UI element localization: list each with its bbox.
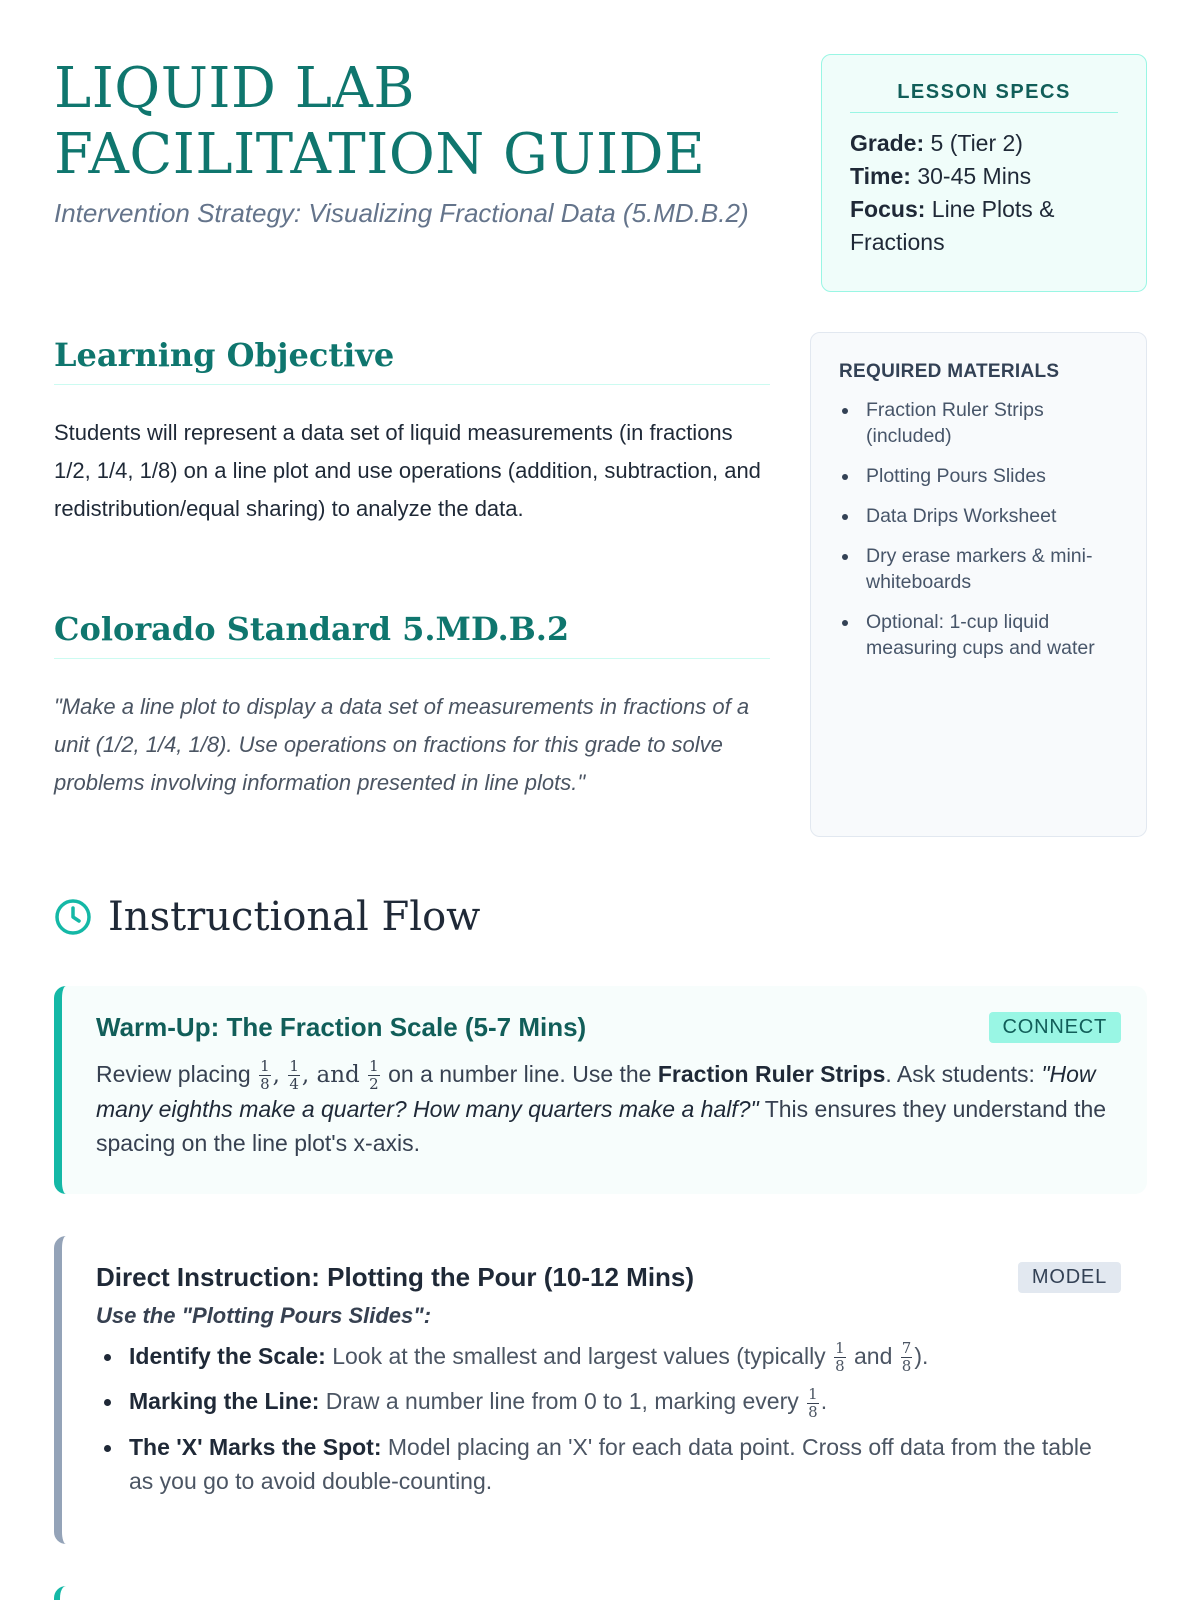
lesson-specs-box [821, 54, 1147, 292]
step-label: Identify the Scale: [129, 1343, 326, 1369]
material-item: Plotting Pours Slides [839, 463, 1120, 489]
materials-title: REQUIRED MATERIALS [839, 361, 1060, 382]
warmup-text-review: Review placing [96, 1061, 251, 1087]
spec-focus [850, 193, 1118, 259]
step-text: . [820, 1388, 828, 1415]
spec-time [850, 160, 1118, 193]
next-card-edge [54, 1586, 70, 1600]
direct-instruction-title: Direct Instruction: Plotting the Pour (10-12 Mins) [96, 1262, 695, 1292]
step-x-marks-spot [96, 1430, 1121, 1498]
material-item: Dry erase markers & mini-whiteboards [839, 543, 1120, 595]
step-label: The 'X' Marks the Spot: [129, 1433, 382, 1460]
spec-focus-label: Focus: [850, 196, 926, 222]
fraction-one-half: $\frac{1}{2}$ [369, 1057, 379, 1094]
objective-text: Students will represent a data set of liquid measurements (in fractions 1/2, 1/4, 1/8) on a line plot and use operations (addition, subtraction, and redistribution/equal sharing) to analyze the data. [54, 420, 761, 521]
step-text: ). [914, 1343, 929, 1369]
material-item: Data Drips Worksheet [839, 503, 1120, 529]
standard-heading: Colorado Standard 5.MD.B.2 [54, 610, 770, 659]
model-badge: MODEL [1018, 1262, 1121, 1293]
spec-grade-label: Grade: [850, 130, 925, 156]
warmup-text-ask: . Ask students: [885, 1061, 1035, 1087]
materials-list [839, 397, 1120, 661]
step-identify-scale [96, 1339, 1121, 1374]
step-text: Draw a number line from 0 to 1, marking every [325, 1388, 799, 1415]
direct-instruction-lead: Use the "Plotting Pours Slides": [96, 1303, 432, 1328]
warmup-text [96, 1057, 1121, 1160]
spec-focus-value: Line Plots & Fractions [850, 196, 1055, 255]
material-item: Fraction Ruler Strips (included) [839, 397, 1120, 449]
instructional-flow-header [54, 894, 480, 940]
objective-heading: Learning Objective [54, 336, 770, 385]
page-subtitle: Intervention Strategy: Visualizing Fractional Data (5.MD.B.2) [54, 198, 749, 228]
fraction-one-eighth: $\frac{1}{8}$ [835, 1339, 845, 1376]
connect-badge: CONNECT [989, 1012, 1122, 1043]
direct-instruction-card [54, 1236, 1147, 1544]
page-title: LIQUID LAB FACILITATION GUIDE [54, 56, 706, 187]
material-item: Optional: 1-cup liquid measuring cups and water [839, 609, 1120, 661]
instructional-flow-title: Instructional Flow [108, 894, 481, 940]
step-text: and [854, 1343, 893, 1369]
standard-quote: "Make a line plot to display a data set of measurements in fractions of a unit (1/2, 1/4, 1/8). Use operations on fractions for this grade to solve problems involving information presented in line plots." [54, 694, 750, 795]
warmup-text-bold: Fraction Ruler Strips [657, 1061, 886, 1087]
spec-time-value: 30-45 Mins [917, 163, 1032, 189]
spec-time-label: Time: [850, 163, 911, 189]
warmup-text-mid: on a number line. Use the [388, 1061, 652, 1087]
fraction-one-eighth: $\frac{1}{8}$ [808, 1384, 818, 1421]
step-text: Model placing an 'X' for each data point. Cross off data from the table as you go to avoid double-counting. [129, 1433, 1092, 1494]
separator: , [272, 1062, 280, 1088]
warmup-title: Warm-Up: The Fraction Scale (5-7 Mins) [96, 1012, 587, 1042]
spec-grade [850, 127, 1118, 160]
direct-instruction-steps [96, 1339, 1121, 1498]
fraction-seven-eighths: $\frac{7}{8}$ [901, 1339, 912, 1376]
step-label: Marking the Line: [129, 1388, 320, 1415]
clock-icon [54, 898, 92, 936]
warmup-card [54, 986, 1147, 1194]
fraction-one-quarter: $\frac{1}{4}$ [289, 1057, 299, 1094]
lesson-specs-title: LESSON SPECS [850, 81, 1118, 113]
required-materials-box [810, 332, 1147, 837]
separator: , and [301, 1062, 360, 1088]
warmup-question: "How many eighths make a quarter? How many quarters make a half?" [96, 1061, 1096, 1123]
spec-grade-value: 5 (Tier 2) [930, 130, 1023, 156]
step-marking-line [96, 1384, 1121, 1419]
step-text: Look at the smallest and largest values (typically [332, 1343, 826, 1369]
fraction-one-eighth: $\frac{1}{8}$ [260, 1057, 270, 1094]
warmup-text-end: This ensures they understand the spacing on the line plot's x-axis. [96, 1096, 1107, 1157]
